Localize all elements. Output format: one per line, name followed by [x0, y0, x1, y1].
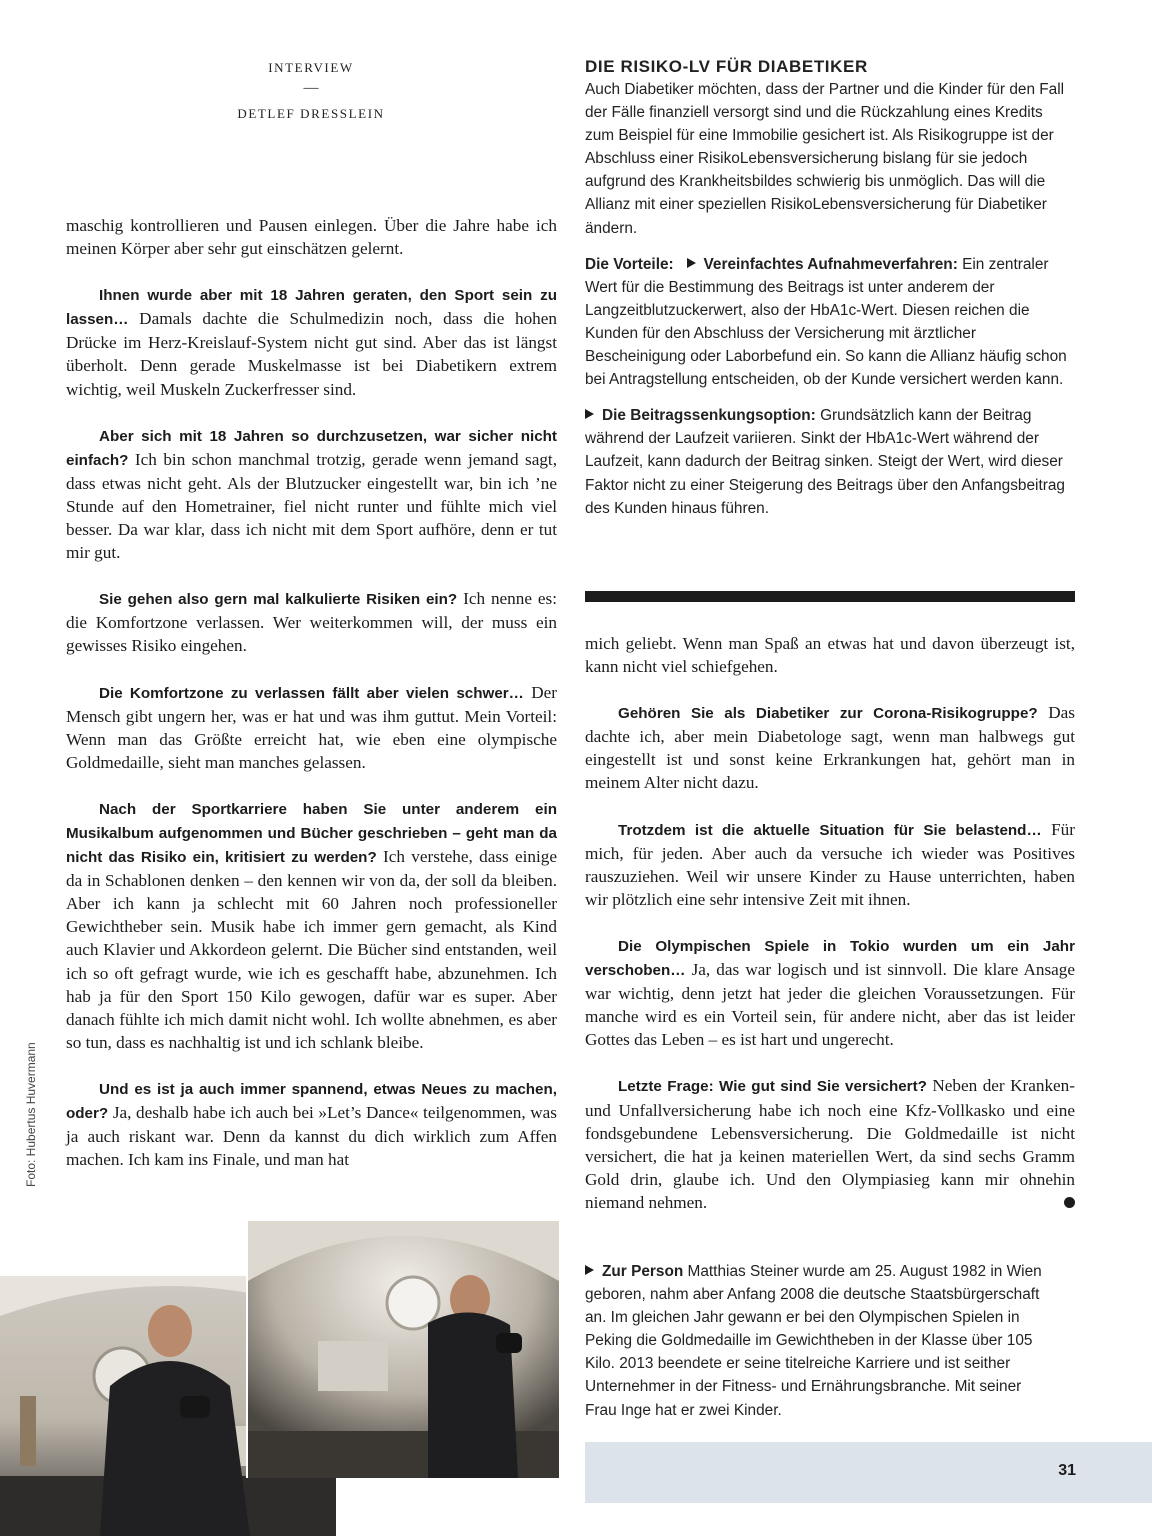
answer: Damals dachte die Schulmedizin noch, dass die hohen Drücke im Herz-Kreislauf-System nicht gut sind. Aber das ist längst überholt. Denn gerade Muskelmasse ist bei Diabetikern extrem wichtig, weil Muskeln Zuckerfresser sind.	[66, 309, 558, 399]
question: Und es ist ja auch immer spannend, etwas Neues zu machen, oder?	[66, 1080, 557, 1122]
answer: Ja, das war logisch und ist sinnvoll. Die klare Ansage war wichtig, denn jetzt hat jeder die gleichen Voraussetzungen. Für manche wird es ein Vorteil sein, für andere nicht, aber das ist leider Gottes das Leben – es ist hart und ungerecht.	[585, 960, 1075, 1050]
triangle-bullet-icon	[687, 258, 696, 268]
author-name: DETLEF DRESSLEIN	[237, 106, 385, 121]
info-box	[585, 56, 1075, 533]
question: Ihnen wurde aber mit 18 Jahren geraten, den Sport sein zu lassen…	[66, 287, 557, 329]
info-box-point-1	[585, 253, 1075, 392]
question: Die Olympischen Spiele in Tokio wurden um ein Jahr verschoben…	[585, 937, 1075, 980]
question: Aber sich mit 18 Jahren so durchzusetzen, war sicher nicht einfach?	[66, 427, 557, 469]
point-text: Grundsätzlich kann der Beitrag während der Laufzeit variieren. Sinkt der HbA1c-Wert während der Laufzeit, kann dadurch der Beitrag sinken. Steigt der Wert, wird dieser Faktor nicht zu einer Steigerung des Beitrags über den Anfangsbeitrag des Kunden hinaus führen.	[585, 407, 1065, 517]
triangle-bullet-icon	[585, 409, 594, 419]
paragraph: maschig kontrollieren und Pausen einlegen. Über die Jahre habe ich meinen Körper aber sehr gut einschätzen gelernt.	[66, 216, 557, 259]
answer: Ja, deshalb habe ich auch bei »Let’s Dance« teilgenommen, was ja auch riskant war. Denn da kannst du dich wirklich zum Affen machen. Ich kam ins Finale, und man hat	[66, 1103, 557, 1170]
answer: Neben der Kranken- und Unfallversicherung habe ich noch eine Kfz-Vollkasko und eine fondsgebundene Lebensversicherung. Die Goldmedaille ist nicht versichert, die hat ja keinen materiellen Wert, da sind sechs Gramm Gold drin, glaube ich. Und den Olympiasieg kann mir ohnehin niemand nehmen.	[585, 1076, 1075, 1212]
right-column	[585, 632, 1075, 1237]
page-number: 31	[1058, 1462, 1076, 1479]
gym-photo-2-image	[248, 1221, 559, 1478]
footer-band	[585, 1442, 1152, 1503]
section-label: INTERVIEW	[268, 60, 354, 75]
info-box-point-2	[585, 404, 1075, 519]
point-label: Vereinfachtes Aufnahmeverfahren:	[703, 255, 958, 273]
section-dash: —	[303, 80, 319, 96]
bio-label: Zur Person	[602, 1263, 684, 1280]
paragraph: mich geliebt. Wenn man Spaß an etwas hat und davon überzeugt ist, kann nicht viel schiefgehen.	[585, 634, 1075, 677]
question: Letzte Frage: Wie gut sind Sie versichert?	[618, 1078, 927, 1096]
point-label: Die Beitragssenkungsoption:	[602, 407, 816, 425]
qa-paragraph	[66, 424, 557, 565]
qa-paragraph	[66, 797, 557, 1054]
qa-paragraph	[585, 701, 1075, 794]
divider-bar	[585, 591, 1075, 602]
bio-text: Matthias Steiner wurde am 25. August 1982 in Wien geboren, nahm aber Anfang 2008 die deutsche Staatsbürgerschaft an. Im gleichen Jahr gewann er bei den Olympischen Spielen in Peking die Goldmedaille im Gewichtheben in der Klasse über 105 Kilo. 2013 beendete er seine titelreiche Karriere und ist seither Unternehmer in der Fitness- und Ernährungsbranche. Mit seiner Frau Inge hat er zwei Kinder.	[585, 1263, 1042, 1419]
end-mark-icon	[1064, 1197, 1075, 1208]
question: Sie gehen also gern mal kalkulierte Risiken ein?	[99, 591, 458, 609]
question: Nach der Sportkarriere haben Sie unter anderem ein Musikalbum aufgenommen und Bücher geschrieben – geht man da nicht das Risiko ein, kritisiert zu werden?	[66, 800, 557, 867]
qa-paragraph	[66, 1077, 557, 1171]
question: Trotzdem ist die aktuelle Situation für Sie belastend…	[618, 821, 1042, 839]
qa-paragraph	[585, 1074, 1075, 1214]
answer: Das dachte ich, aber mein Diabetologe sagt, wenn man halbwegs gut eingestellt ist und sonst keine Erkrankungen hat, gehört man in meinem Alter nicht dazu.	[585, 703, 1075, 793]
qa-paragraph	[66, 681, 557, 774]
info-box-intro: Auch Diabetiker möchten, dass der Partner und die Kinder für den Fall der Fälle finanziell versorgt sind und die Rückzahlung eines Kredits zum Beispiel für eine Immobilie gesichert ist. Als Risikogruppe ist der Abschluss einer RisikoLebensversicherung bislang für sie jedoch aufgrund des Krankheitsbildes schwierig bis unmöglich. Das will die Allianz mit einer speziellen RisikoLebensversicherung für Diabetiker ändern.	[585, 81, 1065, 237]
question: Die Komfortzone zu verlassen fällt aber vielen schwer…	[99, 684, 524, 702]
answer: Ich nenne es: die Komfortzone verlassen. Wer weiterkommen will, der muss ein gewisses Risiko eingehen.	[66, 589, 558, 656]
point-text: Ein zentraler Wert für die Bestimmung des Beitrags ist unter anderem der Langzeitblutzuckerwert, also der HbA1c-Wert. Diesen reichen die Kunden für den Abschluss der Versicherung mit ärztlicher Bescheinigung oder Laborbefund ein. So kann die Allianz häufig schon bei Antragstellung entscheiden, ob der Kunde versichert werden kann.	[585, 255, 1067, 389]
qa-paragraph	[66, 587, 557, 657]
answer: Ich bin schon manchmal trotzig, gerade wenn jemand sagt, dass etwas nicht geht. Als der Blutzucker eingestellt war, bin ich ’ne Stunde auf den Hometrainer, fiel nicht runter und fühlte mich viel besser. Da war klar, dass ich nicht mit dem Sport aufhöre, denn er tut mir gut.	[66, 449, 557, 563]
gym-photo-2	[246, 1219, 559, 1478]
advantages-label: Die Vorteile:	[585, 255, 674, 273]
answer: Der Mensch gibt ungern her, was er hat und was ihm guttut. Mein Vorteil: Wenn man das Größte erreicht hat, wie eben eine olympische Goldmedaille, sieht man manches gelassen.	[66, 682, 557, 772]
bio-box	[585, 1260, 1055, 1422]
qa-paragraph	[585, 934, 1075, 1051]
triangle-bullet-icon	[585, 1265, 594, 1275]
qa-paragraph	[585, 818, 1075, 911]
qa-paragraph	[66, 283, 557, 400]
answer: Ich verstehe, dass einige da in Schablonen denken – den kennen wir von da, der soll da bleiben. Aber ich kann ja schlecht mit 60 Jahren noch professioneller Gewichtheber sein. Musik habe ich immer gern gemacht, als Kind auch Klavier und Akkordeon gelernt. Die Bücher sind entstanden, weil ich so oft gefragt wurde, wie ich es geschafft habe, abzunehmen. Ich hab ja für den Sport 150 Kilo gewogen, dafür war es super. Aber danach fühlte ich mich damit nicht wohl. Ich wollte abnehmen, es aber so tun, dass es nachhaltig ist und ich schlank bleibe.	[66, 847, 558, 1052]
question: Gehören Sie als Diabetiker zur Corona-Risikogruppe?	[618, 705, 1038, 723]
left-column	[66, 214, 557, 1194]
photo-credit: Foto: Hubertus Huvermann	[24, 1042, 38, 1187]
info-box-title: DIE RISIKO-LV FÜR DIABETIKER	[585, 57, 868, 76]
answer: Für mich, für jeden. Aber auch da versuche ich wieder was Positives rauszuziehen. Weil wir unsere Kinder zu Hause unterrichten, haben wir plötzlich eine sehr intensive Zeit mit ihnen.	[585, 819, 1076, 909]
